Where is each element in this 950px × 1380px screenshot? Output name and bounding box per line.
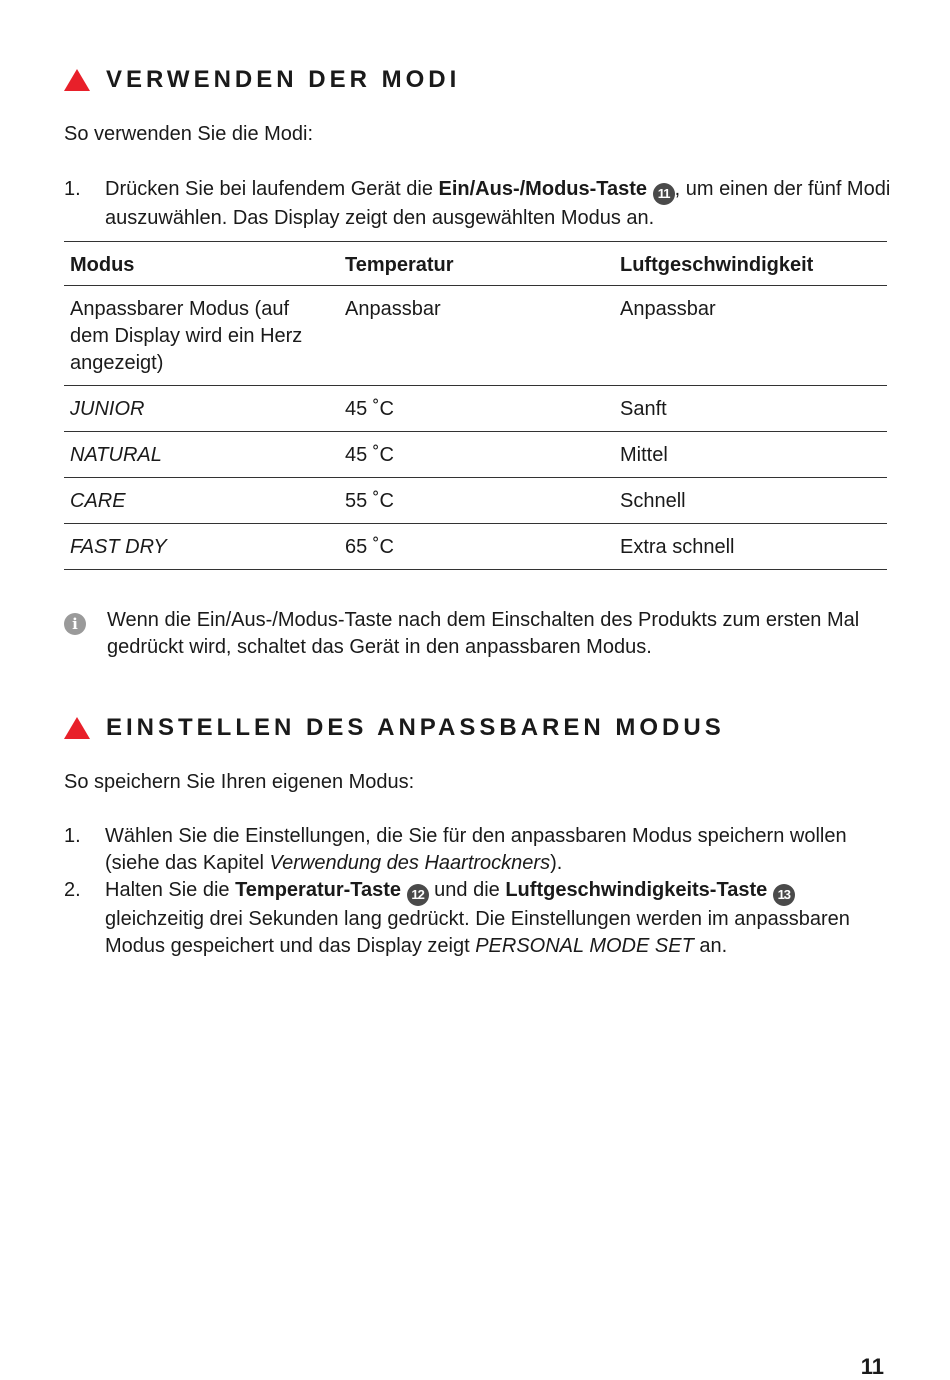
- table-header-row: [64, 242, 887, 286]
- column-header-temperature: Temperatur: [339, 242, 614, 286]
- airspeed-cell: Sanft: [614, 386, 887, 432]
- temperature-cell: 55 ˚C: [339, 478, 614, 524]
- callout-number-badge: 13: [773, 884, 795, 906]
- airspeed-cell: Extra schnell: [614, 524, 887, 570]
- callout-number-badge: 11: [653, 183, 675, 205]
- step-text-part: Wählen Sie die Einstellungen, die Sie für den anpassbaren Modus speichern wollen (siehe das Kapitel: [105, 825, 847, 874]
- warning-triangle-icon: [64, 69, 90, 91]
- step-text-part: Halten Sie die: [105, 879, 236, 901]
- step-text-part: , um einen der fünf Modi auszuwählen. Das Display zeigt den ausgewählten Modus an.: [105, 178, 891, 229]
- column-header-airspeed: Luftgeschwindigkeit: [614, 242, 887, 286]
- step-text: [105, 176, 894, 232]
- step-item: [64, 823, 894, 877]
- step-number: 2.: [64, 879, 81, 901]
- table-row: [64, 524, 887, 570]
- column-header-mode: Modus: [64, 242, 339, 286]
- warning-triangle-icon: [64, 717, 90, 739]
- display-message: PERSONAL MODE SET: [475, 935, 694, 957]
- step-text: [105, 877, 894, 960]
- modes-table: [64, 241, 887, 570]
- mode-cell: Anpassbarer Modus (auf dem Display wird ein Herz angezeigt): [64, 286, 339, 386]
- button-name: Luftgeschwindigkeits-Taste: [505, 879, 768, 901]
- temperature-cell: 45 ˚C: [339, 432, 614, 478]
- chapter-reference: Verwendung des Haartrockners: [269, 852, 551, 874]
- steps-list: [64, 176, 894, 232]
- section-title: EINSTELLEN DES ANPASSBAREN MODUS: [106, 714, 725, 741]
- step-text-part: ).: [550, 852, 563, 874]
- table-row: [64, 478, 887, 524]
- step-text-part: Drücken Sie bei laufendem Gerät die: [105, 178, 439, 200]
- button-name: Ein/Aus-/Modus-Taste: [438, 178, 648, 200]
- step-text: [105, 823, 894, 877]
- mode-cell: FAST DRY: [64, 524, 339, 570]
- step-item: [64, 877, 894, 960]
- step-text-part: gleichzeitig drei Sekunden lang gedrückt. Die Einstellungen werden im anpassbaren Modus gespeichert und das Display zeigt: [105, 908, 850, 957]
- mode-cell: CARE: [64, 478, 339, 524]
- page-number: 11: [860, 1354, 884, 1379]
- steps-list: [64, 823, 894, 960]
- step-text-part: an.: [693, 935, 728, 957]
- step-text-part: und die: [428, 879, 506, 901]
- info-text: Wenn die Ein/Aus-/Modus-Taste nach dem Einschalten des Produkts zum ersten Mal gedrückt wird, schaltet das Gerät in den anpassbaren Modus.: [107, 609, 860, 658]
- mode-cell: JUNIOR: [64, 386, 339, 432]
- step-number: 1.: [64, 825, 81, 847]
- section-heading-personal-mode: [64, 714, 725, 742]
- temperature-cell: Anpassbar: [339, 286, 614, 386]
- temperature-cell: 65 ˚C: [339, 524, 614, 570]
- callout-number-badge: 12: [407, 884, 429, 906]
- mode-cell: NATURAL: [64, 432, 339, 478]
- table-row: [64, 386, 887, 432]
- section-heading-modes: [64, 66, 460, 94]
- step-number: 1.: [64, 178, 81, 200]
- airspeed-cell: Anpassbar: [614, 286, 887, 386]
- airspeed-cell: Schnell: [614, 478, 887, 524]
- table-row: [64, 286, 887, 386]
- section-intro: So verwenden Sie die Modi:: [64, 123, 314, 145]
- info-icon: i: [64, 613, 86, 635]
- info-note: [64, 607, 890, 661]
- section-title: VERWENDEN DER MODI: [106, 66, 461, 93]
- button-name: Temperatur-Taste: [235, 879, 402, 901]
- airspeed-cell: Mittel: [614, 432, 887, 478]
- step-item: [64, 176, 894, 232]
- table-row: [64, 432, 887, 478]
- temperature-cell: 45 ˚C: [339, 386, 614, 432]
- section-intro: So speichern Sie Ihren eigenen Modus:: [64, 771, 415, 793]
